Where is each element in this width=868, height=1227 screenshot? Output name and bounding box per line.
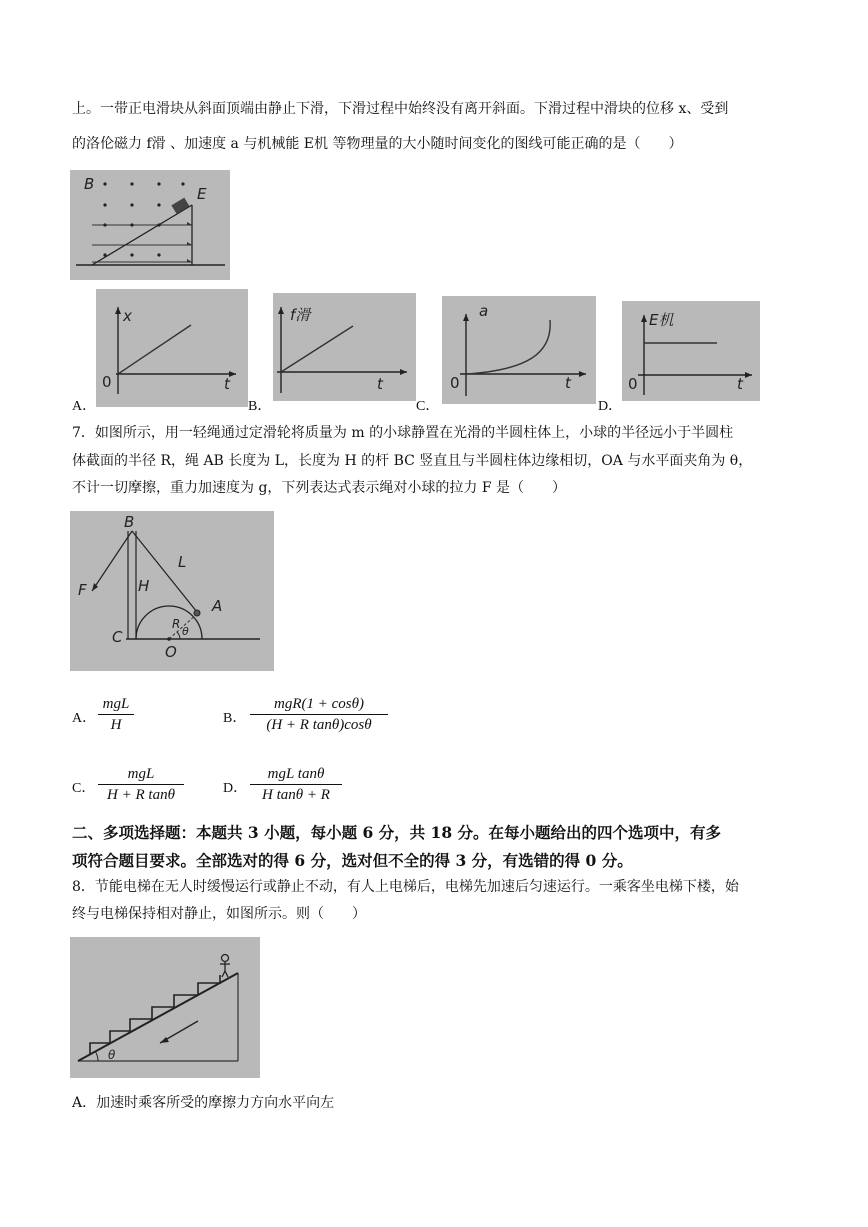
q8-line-2: 终与电梯保持相对静止，如图所示。则（ ） — [72, 906, 366, 922]
q6-graph-d — [622, 301, 760, 401]
q7-line-3: 不计一切摩擦，重力加速度为 g，下列表达式表示绳对小球的拉力 F 是（ ） — [72, 480, 567, 496]
svg-text:A: A — [212, 597, 223, 615]
q7-option-c-numerator: mgL — [127, 766, 155, 782]
q7-pulley-figure — [70, 511, 274, 671]
svg-text:t: t — [737, 375, 743, 393]
svg-text:x: x — [123, 307, 132, 325]
q7-option-b-numerator: mgR(1 + cosθ) — [274, 696, 364, 712]
svg-text:t: t — [565, 374, 571, 392]
q6-line-1: 上。一带正电滑块从斜面顶端由静止下滑，下滑过程中始终没有离开斜面。下滑过程中滑块的位移 x、受到 — [72, 101, 729, 117]
section2-line-1: 二、多项选择题：本题共 3 小题，每小题 6 分，共 18 分。在每小题给出的四个选项中，有多 — [72, 823, 722, 842]
q6-incline-figure — [70, 170, 230, 280]
svg-text:θ: θ — [108, 1048, 116, 1062]
svg-text:H: H — [138, 577, 150, 595]
q7-option-b-letter: B． — [223, 711, 247, 726]
q6-label-E: E — [197, 185, 207, 203]
svg-text:F: F — [78, 581, 87, 599]
q7-line-2: 体截面的半径 R，绳 AB 长度为 L，长度为 H 的杆 BC 竖直且与半圆柱体边缘相切，OA 与水平面夹角为 θ， — [72, 453, 753, 469]
q7-option-b-fraction — [250, 694, 388, 735]
svg-text:L: L — [178, 553, 187, 571]
svg-text:B: B — [124, 513, 135, 531]
svg-text:E机: E机 — [649, 311, 674, 329]
q6-option-b-letter: B． — [248, 399, 272, 414]
q6-option-c-letter: C． — [416, 399, 440, 414]
q6-option-a-letter: A． — [72, 399, 97, 414]
q7-line-1: 7．如图所示，用一轻绳通过定滑轮将质量为 m 的小球静置在光滑的半圆柱体上，小球的半径远小于半圆柱 — [72, 425, 734, 441]
q8-option-a: A．加速时乘客所受的摩擦力方向水平向左 — [72, 1095, 335, 1111]
section2-line-2: 项符合题目要求。全部选对的得 6 分，选对但不全的得 3 分，有选错的得 0 分。 — [72, 851, 633, 870]
q6-label-B: B — [84, 175, 95, 193]
svg-text:t: t — [224, 375, 230, 393]
svg-text:θ: θ — [182, 625, 189, 638]
q7-option-a-denominator: H — [110, 717, 122, 733]
svg-text:O: O — [165, 643, 177, 661]
svg-text:0: 0 — [450, 374, 460, 392]
q7-option-a-numerator: mgL — [102, 696, 130, 712]
svg-text:C: C — [112, 628, 123, 646]
svg-text:R: R — [172, 617, 181, 631]
q8-line-1: 8．节能电梯在无人时缓慢运行或静止不动，有人上电梯后，电梯先加速后匀速运行。一乘客坐电梯下楼，始 — [72, 879, 739, 895]
q7-option-d-denominator: H tanθ + R — [262, 787, 330, 803]
q7-option-d-numerator: mgL tanθ — [267, 766, 325, 782]
q7-option-d-letter: D． — [223, 781, 248, 796]
svg-text:0: 0 — [102, 373, 112, 391]
q6-line-2: 的洛伦磁力 f滑 、加速度 a 与机械能 E机 等物理量的大小随时间变化的图线可能正确的是（ ） — [72, 136, 683, 152]
q7-option-c-letter: C． — [72, 781, 96, 796]
q7-option-c-fraction — [98, 764, 184, 805]
svg-text:0: 0 — [628, 375, 638, 393]
q7-option-c-denominator: H + R tanθ — [107, 787, 175, 803]
q6-graph-c — [442, 296, 596, 404]
q7-option-d-fraction — [250, 764, 342, 805]
q8-escalator-figure — [70, 937, 260, 1078]
svg-text:a: a — [479, 302, 489, 320]
q7-option-a-letter: A． — [72, 711, 97, 726]
q6-graph-b — [273, 293, 416, 401]
svg-text:t: t — [377, 375, 383, 393]
q6-option-d-letter: D． — [598, 399, 623, 414]
q7-option-a-fraction — [98, 694, 134, 735]
q6-graph-a — [96, 289, 248, 407]
q7-option-b-denominator: (H + R tanθ)cosθ — [266, 717, 372, 733]
svg-text:f滑: f滑 — [290, 306, 311, 324]
